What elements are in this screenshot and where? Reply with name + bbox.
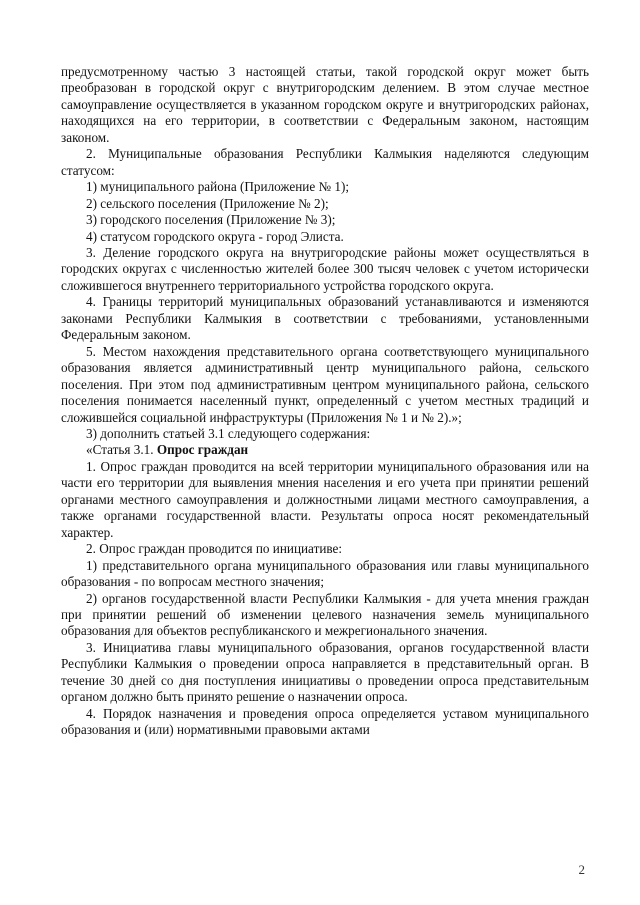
- paragraph: 1. Опрос граждан проводится на всей территории муниципального образования или на части его территории для выявления мнения населения и его учета при принятии решений органами местного самоуправления и должностными лицами местного самоуправления, а также органами государственной власти. Результаты опроса носят рекомендательный характер.: [61, 458, 589, 540]
- article-heading-title: Опрос граждан: [156, 442, 249, 458]
- page-number: 2: [578, 862, 585, 877]
- paragraph: 2. Муниципальные образования Республики Калмыкия наделяются следующим статусом:: [61, 146, 589, 178]
- paragraph: 3. Инициатива главы муниципального образования, органов государственной власти Республики Калмыкия о проведении опроса направляется в представительный орган. В течение 30 дней со дня поступления инициативы о проведении опроса представительным органом должно быть принято решение о назначении опроса.: [61, 639, 589, 705]
- paragraph: 3. Деление городского округа на внутригородские районы может осуществляться в городских округах с численностью жителей более 300 тысяч человек с учетом исторически сложившегося внутреннего территориального устройства городского округа.: [61, 244, 589, 293]
- document-page: [61, 64, 589, 739]
- paragraph: 4. Порядок назначения и проведения опроса определяется уставом муниципального образования и (или) нормативными правовыми актами: [61, 705, 589, 738]
- paragraph: предусмотренному частью 3 настоящей статьи, такой городской округ может быть преобразован в городской округ с внутригородским делением. В этом случае местное самоуправление осуществляется в указанном городском округе и внутригородских районах, находящихся на его территории, в соответствии с Федеральным законом, настоящим законом.: [61, 64, 589, 145]
- list-item: 4) статусом городского округа - город Элиста.: [86, 228, 344, 244]
- list-item: 1) муниципального района (Приложение № 1);: [86, 179, 349, 195]
- paragraph: 3) дополнить статьей 3.1 следующего содержания:: [86, 425, 371, 441]
- list-item: 2) сельского поселения (Приложение № 2);: [86, 195, 329, 211]
- list-item: 3) городского поселения (Приложение № 3);: [86, 212, 336, 228]
- list-item: 2) органов государственной власти Республики Калмыкия - для учета мнения граждан при принятии решений об изменении целевого назначения земель муниципального образования для объектов республиканского и межрегионального значения.: [61, 590, 589, 639]
- paragraph: 4. Границы территорий муниципальных образований устанавливаются и изменяются законами Республики Калмыкия в соответствии с требованиями, установленными Федеральным законом.: [61, 294, 589, 343]
- paragraph: 2. Опрос граждан проводится по инициативе:: [86, 541, 343, 557]
- article-heading: [61, 442, 589, 458]
- list-item: 1) представительного органа муниципального образования или главы муниципального образования - по вопросам местного значения;: [61, 557, 589, 590]
- article-heading-prefix: «Статья 3.1.: [86, 442, 157, 458]
- paragraph: 5. Местом нахождения представительного органа соответствующего муниципального образования является административный центр муниципального района, сельского поселения. При этом под административным центром муниципального района, сельского поселения понимается населенный пункт, определенный с учетом местных традиций и сложившейся социальной инфраструктуры (Приложения № 1 и № 2).»;: [61, 343, 589, 425]
